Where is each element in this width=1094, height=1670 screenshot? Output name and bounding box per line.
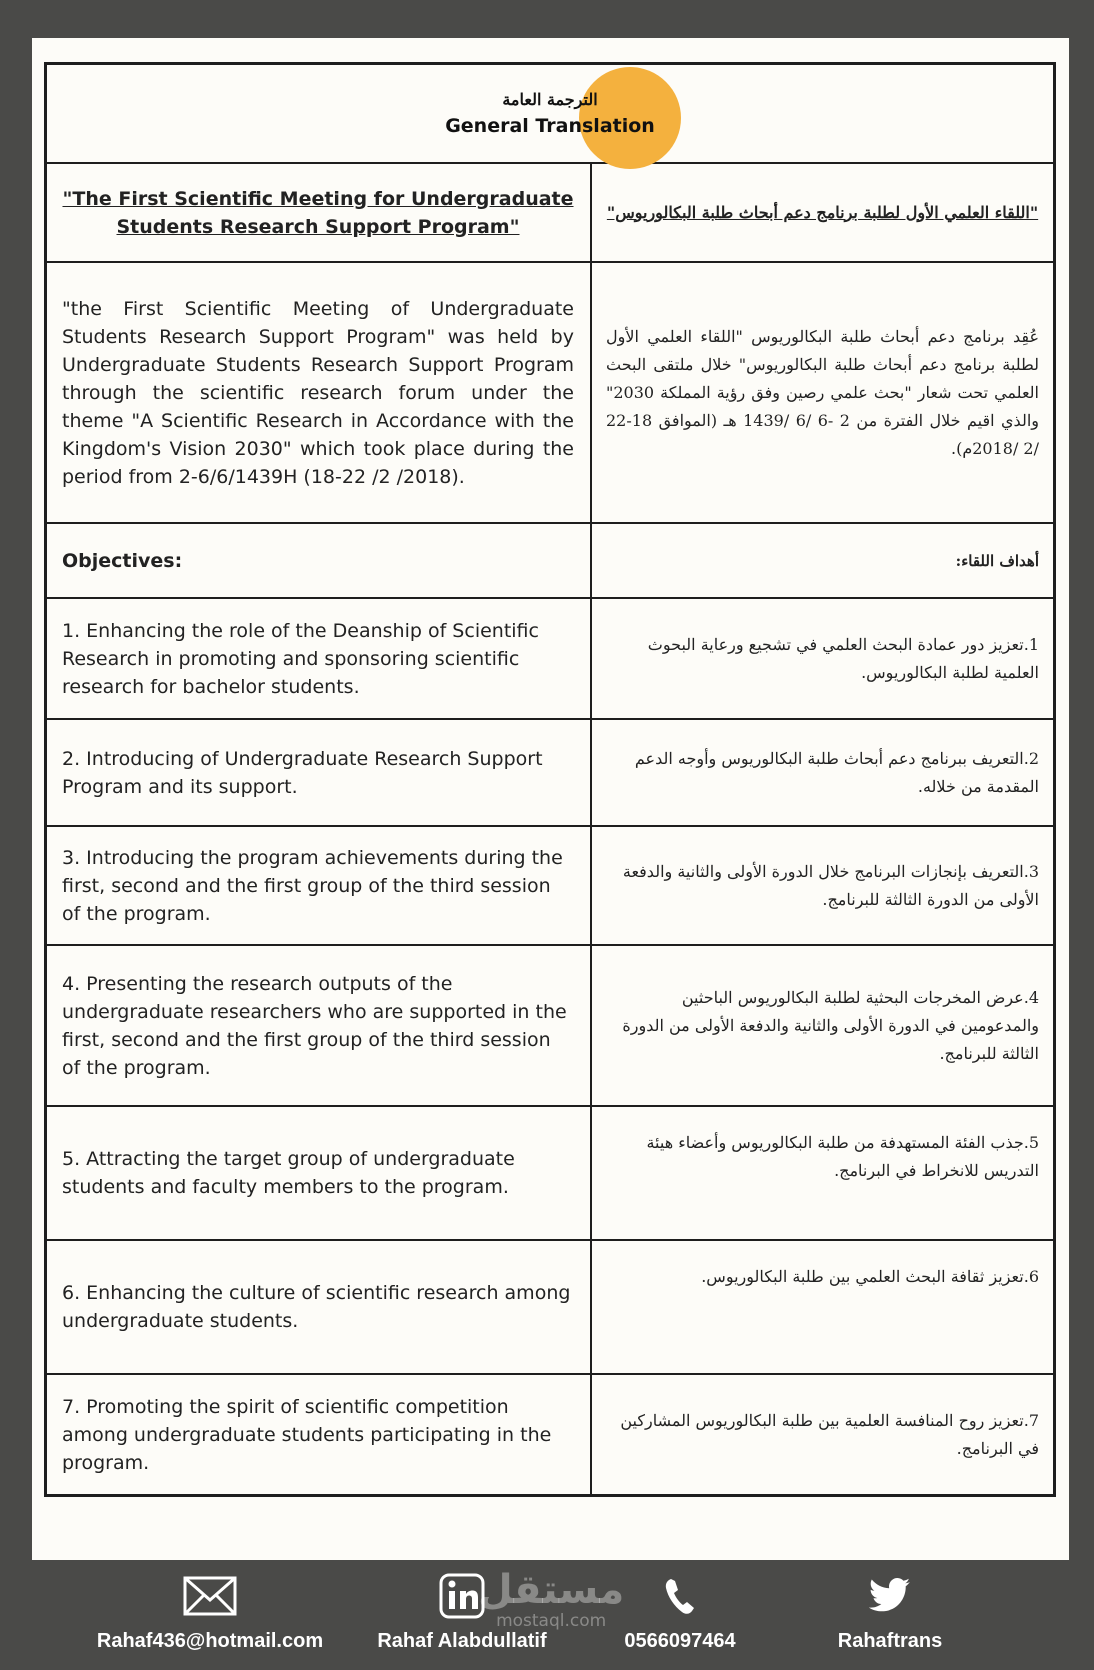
- objectives-heading-en: Objectives:: [47, 524, 592, 597]
- objective-7-ar: 7.تعزيز روح المنافسة العلمية بين طلبة البكالوريوس المشاركين في البرنامج.: [620, 1410, 1039, 1458]
- envelope-icon: [95, 1568, 325, 1624]
- email-label: Rahaf436@hotmail.com: [96, 1630, 324, 1652]
- header-title-en: General Translation: [445, 115, 655, 137]
- objective-5-ar: 5.جذب الفئة المستهدفة من طلبة البكالوريوس وأعضاء هيئة التدريس للانخراط في البرنامج.: [646, 1133, 1039, 1180]
- intro-en: "the First Scientific Meeting of Undergraduate Students Research Support Program" was held by Undergraduate Students Research Support Program through the scientific research forum under the theme "A Scientific Research in Accordance with the Kingdom's Vision 2030" which took place during the period from 2-6/6/1439H (18-22 /2 /2018).: [47, 263, 592, 522]
- linkedin-label: Rahaf Alabdullatif: [377, 1630, 547, 1652]
- intro-row: [47, 261, 1053, 522]
- objective-2-en: 2. Introducing of Undergraduate Research Support Program and its support.: [47, 720, 592, 825]
- title-row: [47, 162, 1053, 261]
- phone-label: 0566097464: [624, 1630, 736, 1652]
- objective-row-5: [47, 1105, 1053, 1239]
- title-en: "The First Scientific Meeting for Undergraduate Students Research Support Program": [47, 164, 592, 261]
- email-contact[interactable]: [95, 1568, 325, 1653]
- objectives-heading-ar: أهداف اللقاء:: [955, 551, 1039, 570]
- objective-2-ar: 2.التعريف ببرنامج دعم أبحاث طلبة البكالوريوس وأوجه الدعم المقدمة من خلاله.: [634, 748, 1039, 796]
- objective-7-en: 7. Promoting the spirit of scientific competition among undergraduate students participating in the program.: [47, 1375, 592, 1494]
- watermark-ar: مستقل: [478, 1567, 625, 1613]
- objective-row-2: [47, 718, 1053, 825]
- objective-row-6: [47, 1239, 1053, 1373]
- objective-row-7: [47, 1373, 1053, 1494]
- objective-row-3: [47, 825, 1053, 944]
- objective-1-ar: 1.تعزيز دور عمادة البحث العلمي في تشجيع ورعاية البحوث العلمية لطلبة البكالوريوس.: [647, 634, 1039, 682]
- objective-4-ar: 4.عرض المخرجات البحثية لطلبة البكالوريوس الباحثين والمدعومين في الدورة الأولى والثانية والدفعة الأولى من الدورة الثالثة للبرنامج.: [622, 987, 1039, 1063]
- title-ar: "اللقاء العلمي الأول لطلبة برنامج دعم أبحاث طلبة البكالوريوس": [606, 202, 1039, 222]
- twitter-label: Rahaftrans: [837, 1630, 943, 1652]
- objective-3-en: 3. Introducing the program achievements during the first, second and the first group of the third session of the program.: [47, 827, 592, 944]
- objective-5-en: 5. Attracting the target group of undergraduate students and faculty members to the program.: [47, 1107, 592, 1239]
- twitter-bird-icon: [815, 1568, 965, 1624]
- objectives-heading-row: [47, 522, 1053, 597]
- twitter-contact[interactable]: [815, 1568, 965, 1653]
- translation-table: [44, 62, 1056, 1497]
- objective-3-ar: 3.التعريف بإنجازات البرنامج خلال الدورة الأولى والثانية والدفعة الأولى من الدورة الثالثة للبرنامج.: [622, 861, 1039, 909]
- mostaql-watermark: [478, 1568, 624, 1630]
- objective-row-1: [47, 597, 1053, 718]
- objective-1-en: 1. Enhancing the role of the Deanship of Scientific Research in promoting and sponsoring scientific research for bachelor students.: [47, 599, 592, 718]
- header-title-ar: الترجمة العامة: [502, 90, 598, 109]
- header-cell: [47, 65, 1053, 162]
- objective-6-en: 6. Enhancing the culture of scientific research among undergraduate students.: [47, 1241, 592, 1373]
- phone-contact[interactable]: [615, 1568, 745, 1653]
- intro-ar: عُقِد برنامج دعم أبحاث طلبة البكالوريوس "اللقاء العلمي الأول لطلبة برنامج دعم أبحاث طلبة البكالوريوس" خلال ملتقى البحث العلمي تحت شعار "بحث علمي رصين وفق رؤية المملكة 2030" والذي اقيم خلال الفترة من 2 -6 /6 /1439 هـ (الموافق 18-22 /2 /2018م).: [606, 326, 1039, 458]
- objective-4-en: 4. Presenting the research outputs of the undergraduate researchers who are supported in the first, second and the first group of the third session of the program.: [47, 946, 592, 1105]
- objective-6-ar: 6.تعزيز ثقافة البحث العلمي بين طلبة البكالوريوس.: [701, 1267, 1039, 1286]
- objective-row-4: [47, 944, 1053, 1105]
- contact-footer: [0, 1560, 1094, 1670]
- phone-icon: [615, 1568, 745, 1624]
- watermark-en: mostaql.com: [496, 1611, 607, 1631]
- header-row: [47, 65, 1053, 162]
